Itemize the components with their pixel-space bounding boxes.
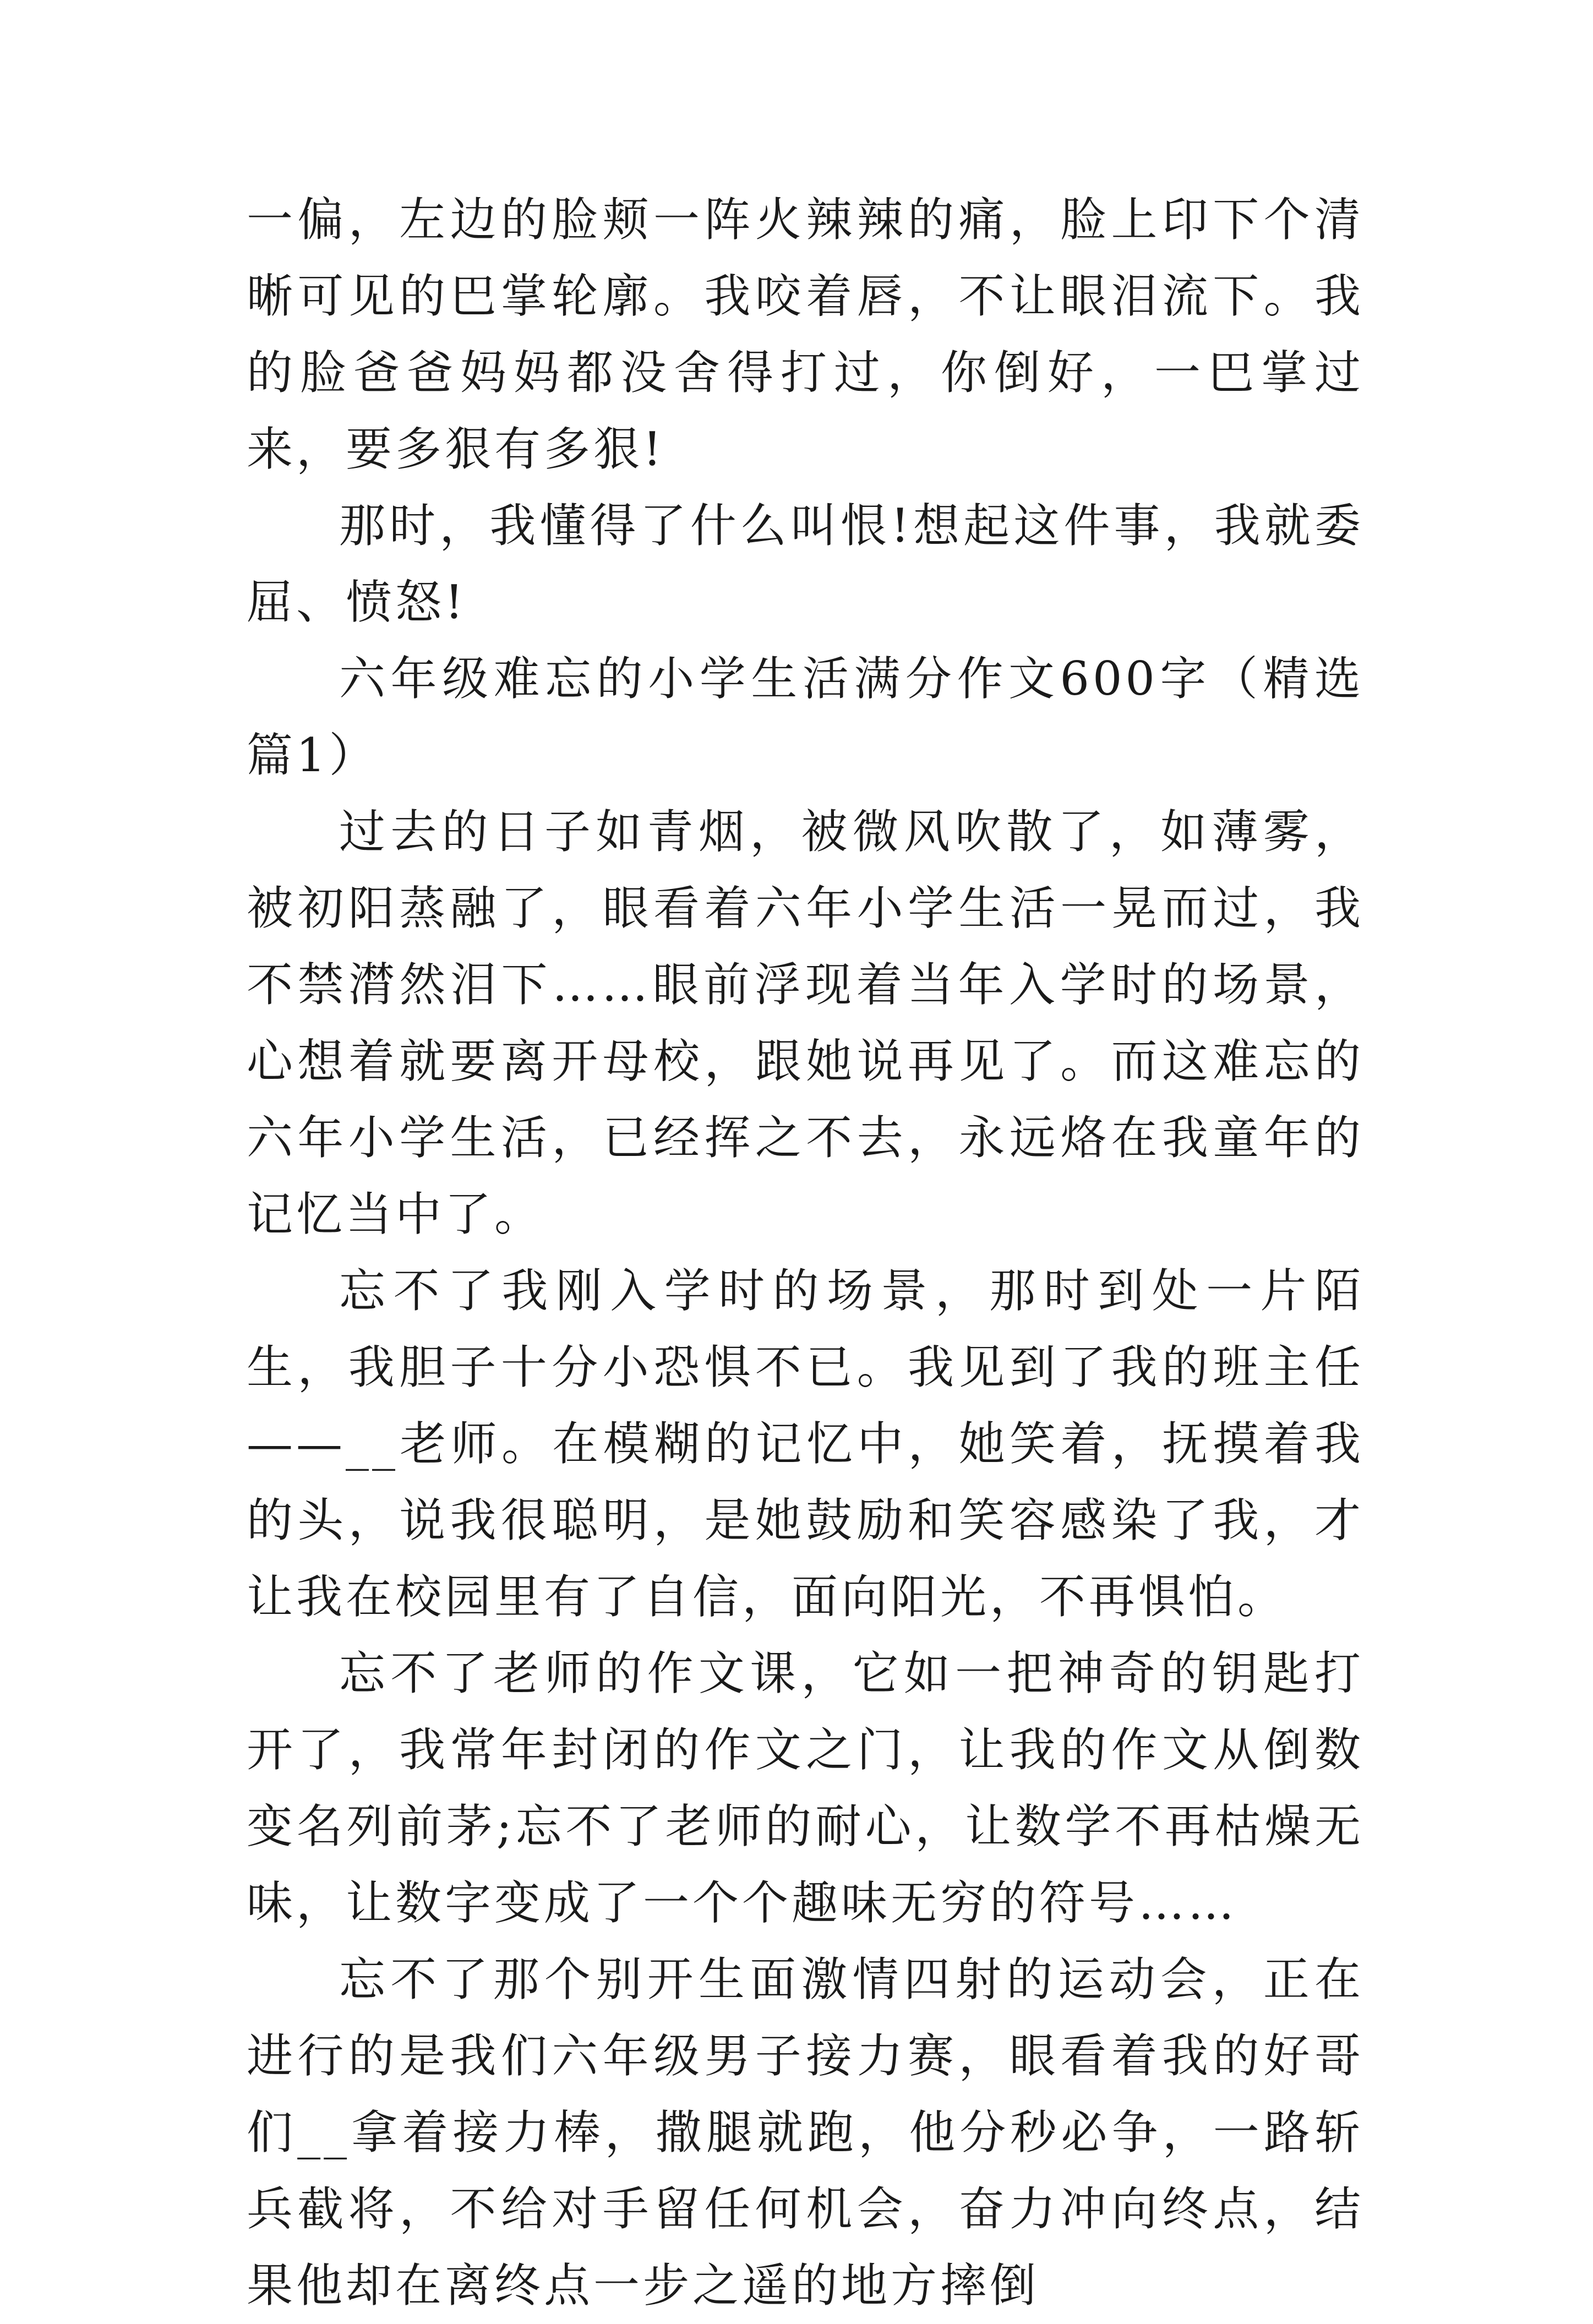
paragraph-4: 忘不了我刚入学时的场景，那时到处一片陌生，我胆子十分小恐惧不已。我见到了我的班主任——__老师。在模糊的记忆中，她笑着，抚摸着我的头，说我很聪明，是她鼓励和笑容感染了我，才让我在校园里有了自信，面向阳光，不再惧怕。 — [247, 1264, 1364, 1624]
paragraph-6: 忘不了那个别开生面激情四射的运动会，正在进行的是我们六年级男子接力赛，眼看着我的好哥们__拿着接力棒，撒腿就跑，他分秒必争，一路斩兵截将，不给对手留任何机会，奋力冲向终点，结果他却在离终点一步之遥的地方摔倒 — [247, 1952, 1364, 2312]
document-body — [247, 182, 1364, 2324]
paragraph-3: 过去的日子如青烟，被微风吹散了，如薄雾，被初阳蒸融了，眼看着六年小学生活一晃而过，我不禁潸然泪下……眼前浮现着当年入学时的场景，心想着就要离开母校，跟她说再见了。而这难忘的六年小学生活，已经挥之不去，永远烙在我童年的记忆当中了。 — [247, 805, 1364, 1241]
section-heading: 六年级难忘的小学生活满分作文600字（精选篇1） — [247, 652, 1364, 782]
paragraph-2: 那时，我懂得了什么叫恨!想起这件事，我就委屈、愤怒! — [247, 499, 1364, 629]
paragraph-1: 一偏，左边的脸颊一阵火辣辣的痛，脸上印下个清晰可见的巴掌轮廓。我咬着唇，不让眼泪流下。我的脸爸爸妈妈都没舍得打过，你倒好，一巴掌过来，要多狠有多狠! — [247, 193, 1364, 476]
paragraph-5: 忘不了老师的作文课，它如一把神奇的钥匙打开了，我常年封闭的作文之门，让我的作文从倒数变名列前茅;忘不了老师的耐心，让数学不再枯燥无味，让数字变成了一个个趣味无穷的符号…… — [247, 1646, 1364, 1930]
